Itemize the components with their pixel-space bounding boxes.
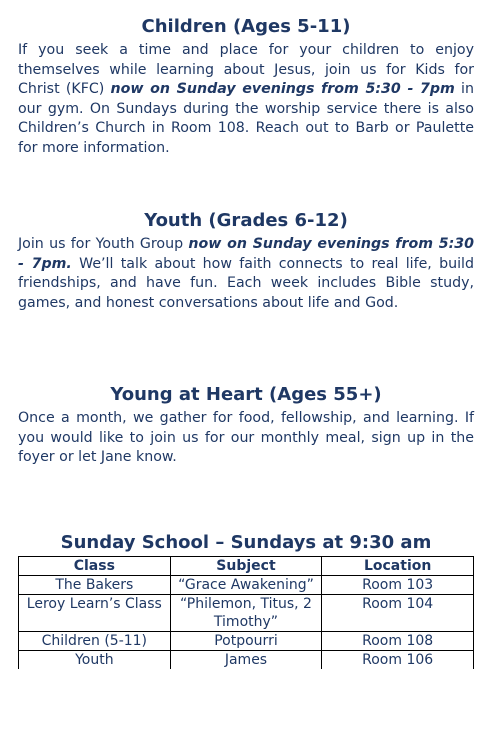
- table-cell-subject: Potpourri: [170, 632, 322, 651]
- header-class: Class: [19, 557, 171, 576]
- youth-description: [18, 235, 474, 313]
- table-cell-location: Room 106: [322, 651, 474, 670]
- children-section: [18, 16, 474, 158]
- young-at-heart-section: [18, 384, 474, 468]
- table-row: [19, 595, 474, 632]
- table-cell-class: Children (5-11): [19, 632, 171, 651]
- children-heading: Children (Ages 5-11): [141, 16, 351, 37]
- youth-text-2: We’ll talk about how faith connects to real life, build friendships, and have fun. Each week includes Bible study, games, and honest conversations about life and God.: [18, 255, 475, 311]
- young-at-heart-heading: Young at Heart (Ages 55+): [110, 384, 382, 405]
- table-header-row: [19, 557, 474, 576]
- header-location: Location: [322, 557, 474, 576]
- youth-schedule: now on Sunday evenings from 5:30 - 7pm.: [18, 236, 474, 272]
- children-text-2: in our gym. On Sundays during the worship service there is also Children’s Church in Room 108. Reach out to Barb or Paulette for more information.: [18, 81, 474, 156]
- header-subject: Subject: [170, 557, 322, 576]
- table-cell-class: Youth: [19, 651, 171, 670]
- sunday-school-section: [18, 532, 474, 693]
- table-cell-location: Room 103: [322, 576, 474, 595]
- table-row: [19, 632, 474, 651]
- table-cell-location: Room 108: [322, 632, 474, 651]
- youth-section: [18, 210, 474, 313]
- children-schedule: now on Sunday evenings from 5:30 - 7pm: [110, 81, 455, 97]
- table-cell-class: The Bakers: [19, 576, 171, 595]
- table-cell-class: Leroy Learn’s Class: [19, 595, 171, 632]
- table-cell-subject: “Grace Awakening”: [170, 576, 322, 595]
- children-description: [18, 41, 474, 158]
- sunday-school-table: [18, 556, 474, 669]
- sunday-school-heading: Sunday School – Sundays at 9:30 am: [60, 532, 432, 553]
- children-text-1: If you seek a time and place for your children to enjoy themselves while learning about Jesus, join us for Kids for Christ (KFC): [18, 42, 474, 97]
- table-cell-subject: James: [170, 651, 322, 670]
- youth-text-1: Join us for Youth Group: [18, 236, 189, 252]
- table-row: [19, 576, 474, 595]
- table-cell-location: Room 104: [322, 595, 474, 632]
- table-cell-subject: “Philemon, Titus, 2 Timothy”: [170, 595, 322, 632]
- youth-heading: Youth (Grades 6-12): [144, 210, 348, 231]
- young-at-heart-description: Once a month, we gather for food, fellowship, and learning. If you would like to join us for our monthly meal, sign up in the foyer or let Jane know.: [18, 410, 474, 465]
- table-row: [19, 651, 474, 670]
